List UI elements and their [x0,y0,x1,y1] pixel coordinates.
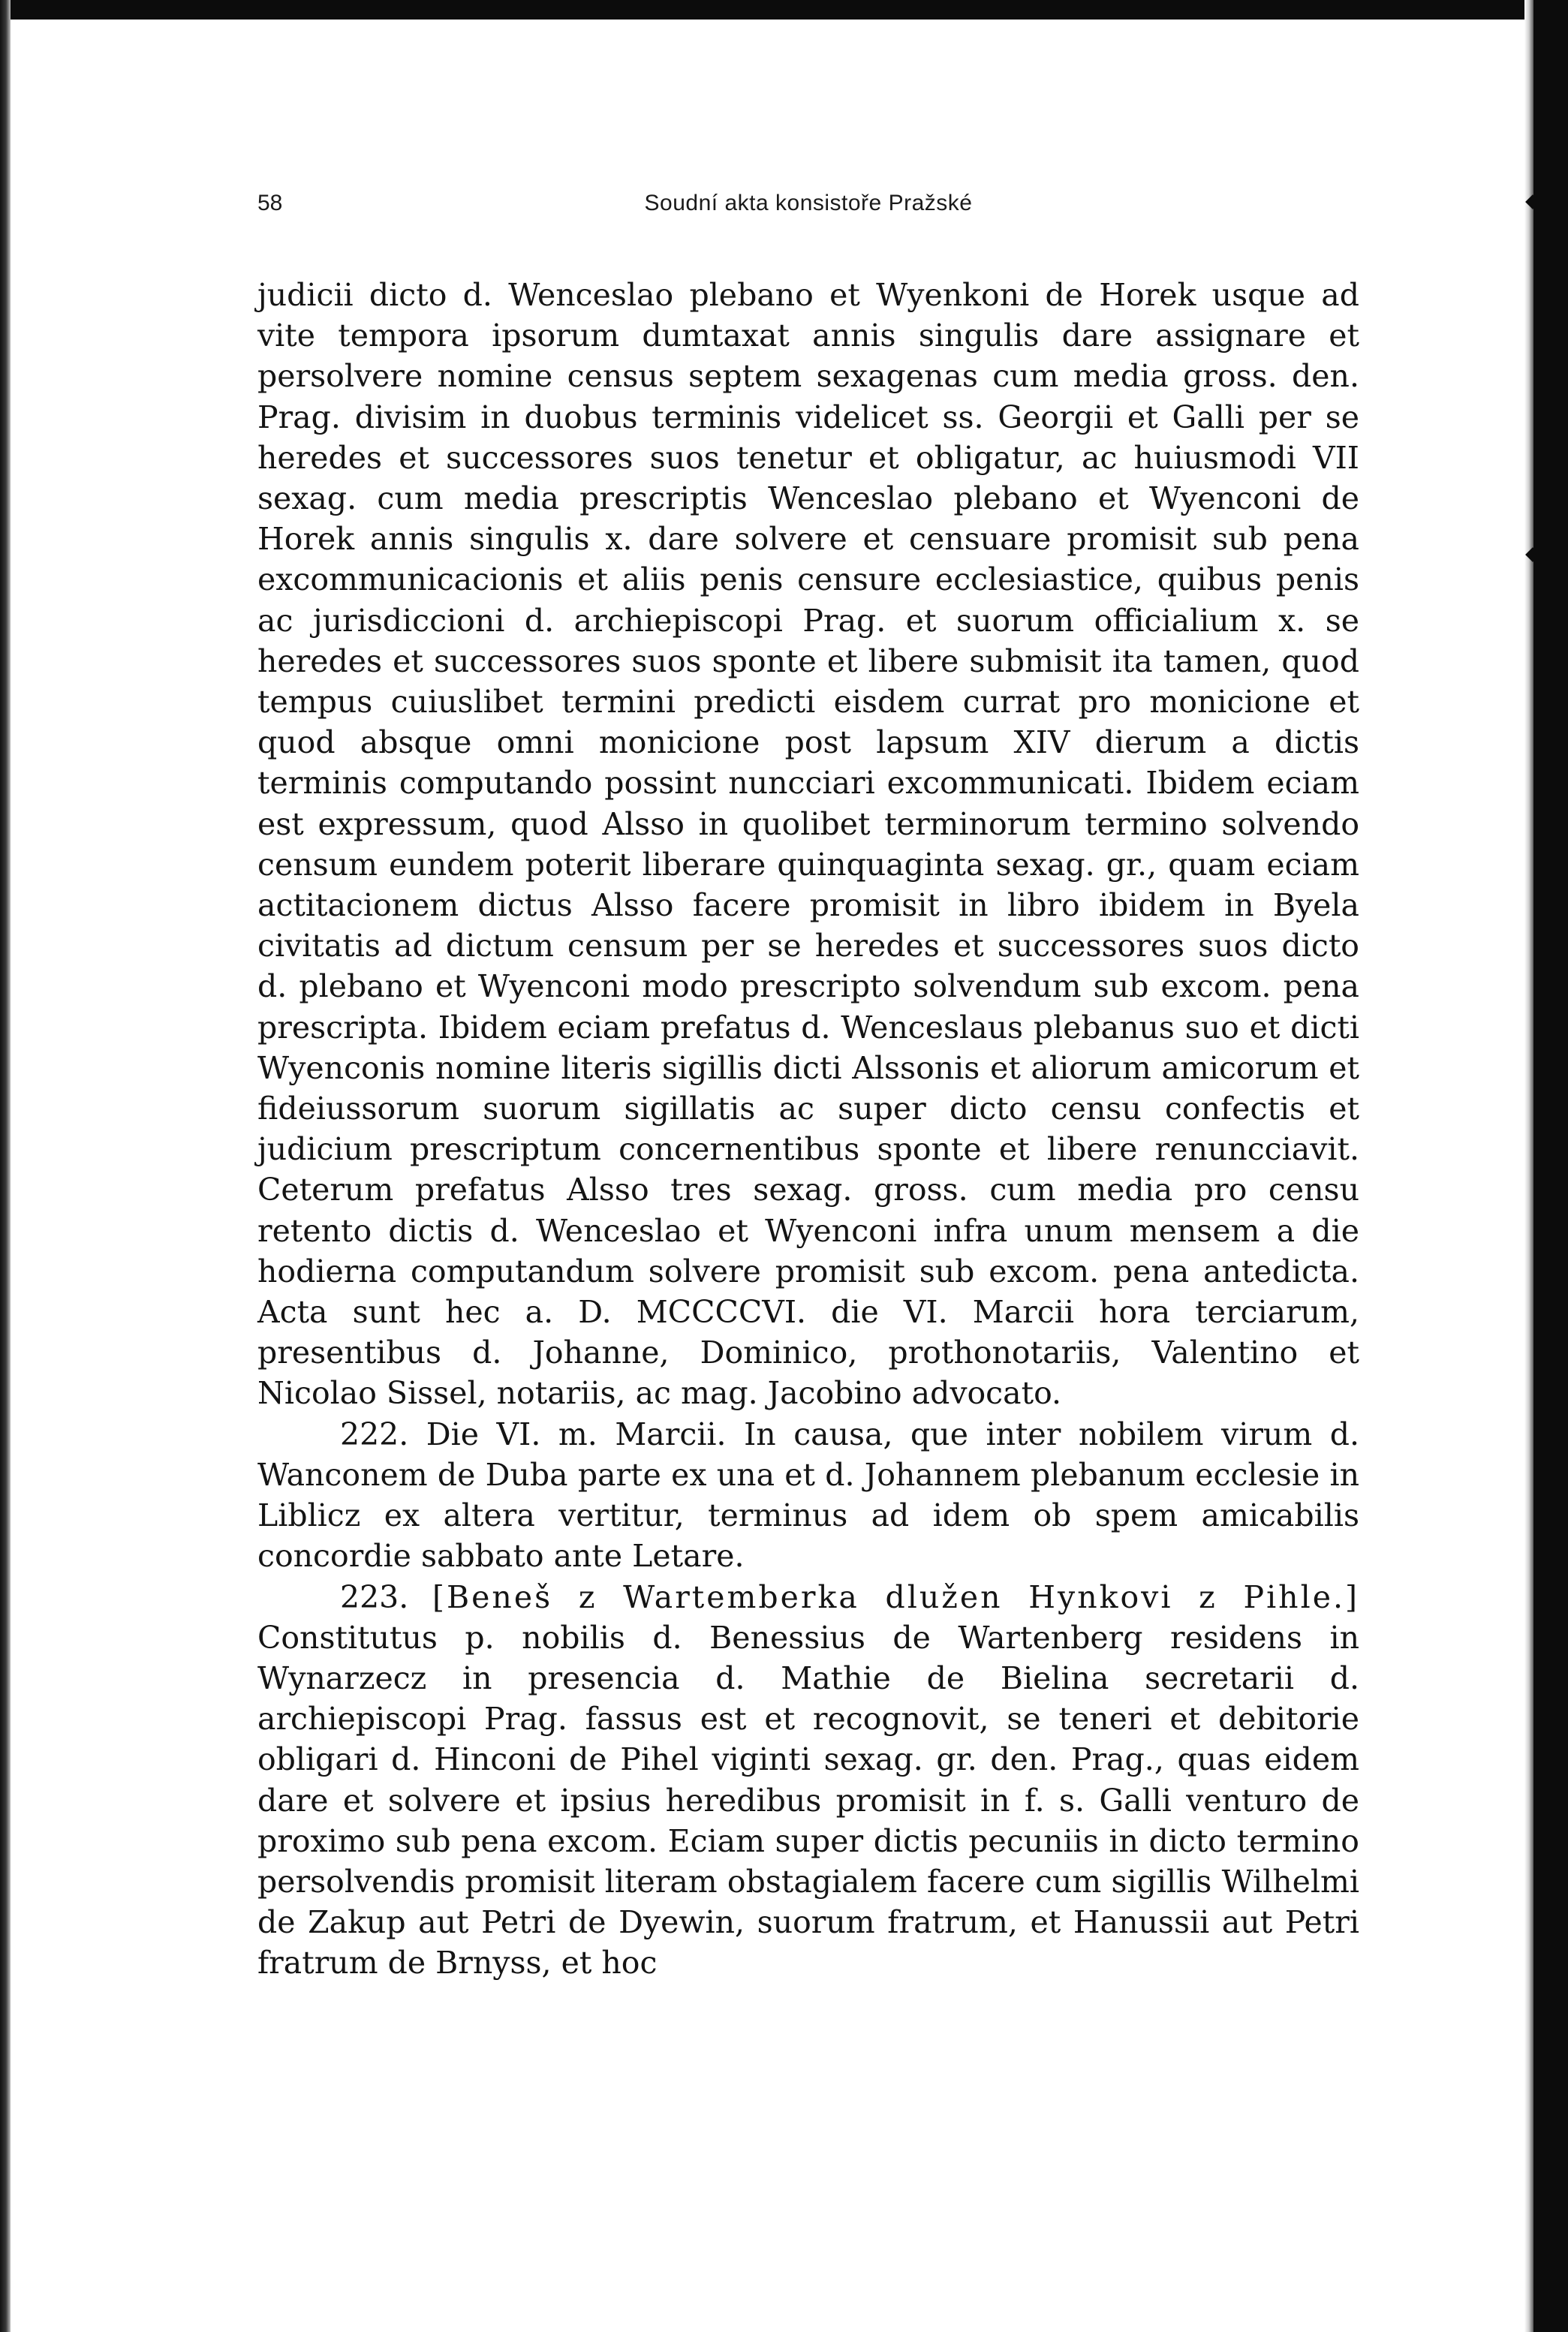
paragraph-text: Constitutus p. nobilis d. Benessius de Wartenberg residens in Wynarzecz in presencia d. Mathie de Bielina secretarii d. archiepiscopi Prag. fassus est et recognovit, se teneri et debitorie obligari d. Hinconi de Pihel viginti sexag. gr. den. Prag., quas eidem dare et solvere et ipsius heredibus promisit in f. s. Galli venturo de proximo sub pena excom. Eciam super dictis pecuniis in dicto termino persolvendis promisit literam obstagialem facere cum sigillis Wilhelmi de Zakup aut Petri de Dyewin, suorum fratrum, et Hanussii aut Petri fratrum de Brnyss, et hoc [257,1619,1359,1981]
scan-border-right-shadow [1524,0,1533,2332]
entry-222-paragraph [257,1414,1359,1577]
paragraph-text: 222. Die VI. m. Marcii. In causa, que inter nobilem virum d. Wanconem de Duba parte ex una et d. Johannem plebanum ecclesie in Liblicz ex altera vertitur, terminus ad idem ob spem amicabilis concordie sabbato ante Letare. [257,1416,1359,1575]
entry-continuation-paragraph [257,275,1359,1414]
entry-number: 223. [340,1578,409,1615]
body-text [257,275,1359,1984]
scan-border-right [1533,0,1568,2332]
paragraph-text: judicii dicto d. Wenceslao plebano et Wyenkoni de Horek usque ad vite tempora ipsorum dumtaxat annis singulis dare assignare et persolvere nomine census septem sexagenas cum media gross. den. Prag. divisim in duobus terminis videlicet ss. Georgii et Galli per se heredes et successores suos tenetur et obligatur, ac huiusmodi VII sexag. cum media prescriptis Wenceslao plebano et Wyenconi de Horek annis singulis x. dare solvere et censuare promisit sub pena excommunicacionis et aliis penis censure ecclesiastice, quibus penis ac jurisdiccioni d. archiepiscopi Prag. et suorum officialium x. se heredes et successores suos sponte et libere submisit ita tamen, quod tempus cuiuslibet termini predicti eisdem currat pro monicione et quod absque omni monicione post lapsum XIV dierum a dictis terminis computando possint nuncciari excommunicati. Ibidem eciam est expressum, quod Alsso in quolibet terminorum termino solvendo censum eundem poterit liberare quinquaginta sexag. gr., quam eciam actitacionem dictus Alsso facere promisit in libro ibidem in Byela civitatis ad dictum censum per se heredes et successores suos dicto d. plebano et Wyenconi modo prescripto solvendum sub excom. pena prescripta. Ibidem eciam prefatus d. Wenceslaus plebanus suo et dicti Wyenconis nomine literis sigillis dicti Alssonis et aliorum amicorum et fideiussorum suorum sigillatis ac super dicto censu confectis et judicium prescriptum concernentibus sponte et libere renuncciavit. Ceterum prefatus Alsso tres sexag. gross. cum media pro censu retento dictis d. Wenceslao et Wyenconi infra unum mensem a die hodierna computandum solvere promisit sub excom. pena antedicta. Acta sunt hec a. D. MCCCCVI. die VI. Marcii hora terciarum, presentibus d. Johanne, Dominico, prothonotariis, Valentino et Nicolao Sissel, notariis, ac mag. Jacobino advocato. [257,277,1359,1412]
running-head [257,177,1359,222]
running-title: Soudní akta konsistoře Pražské [644,191,973,215]
entry-223-paragraph [257,1577,1359,1984]
scan-border-left [0,0,11,2332]
page-number: 58 [257,191,283,215]
scan-border-top [0,0,1568,20]
entry-summary: [Beneš z Wartemberka dlužen Hynkovi z Pihle.] [432,1578,1359,1615]
book-page [257,177,1359,1984]
